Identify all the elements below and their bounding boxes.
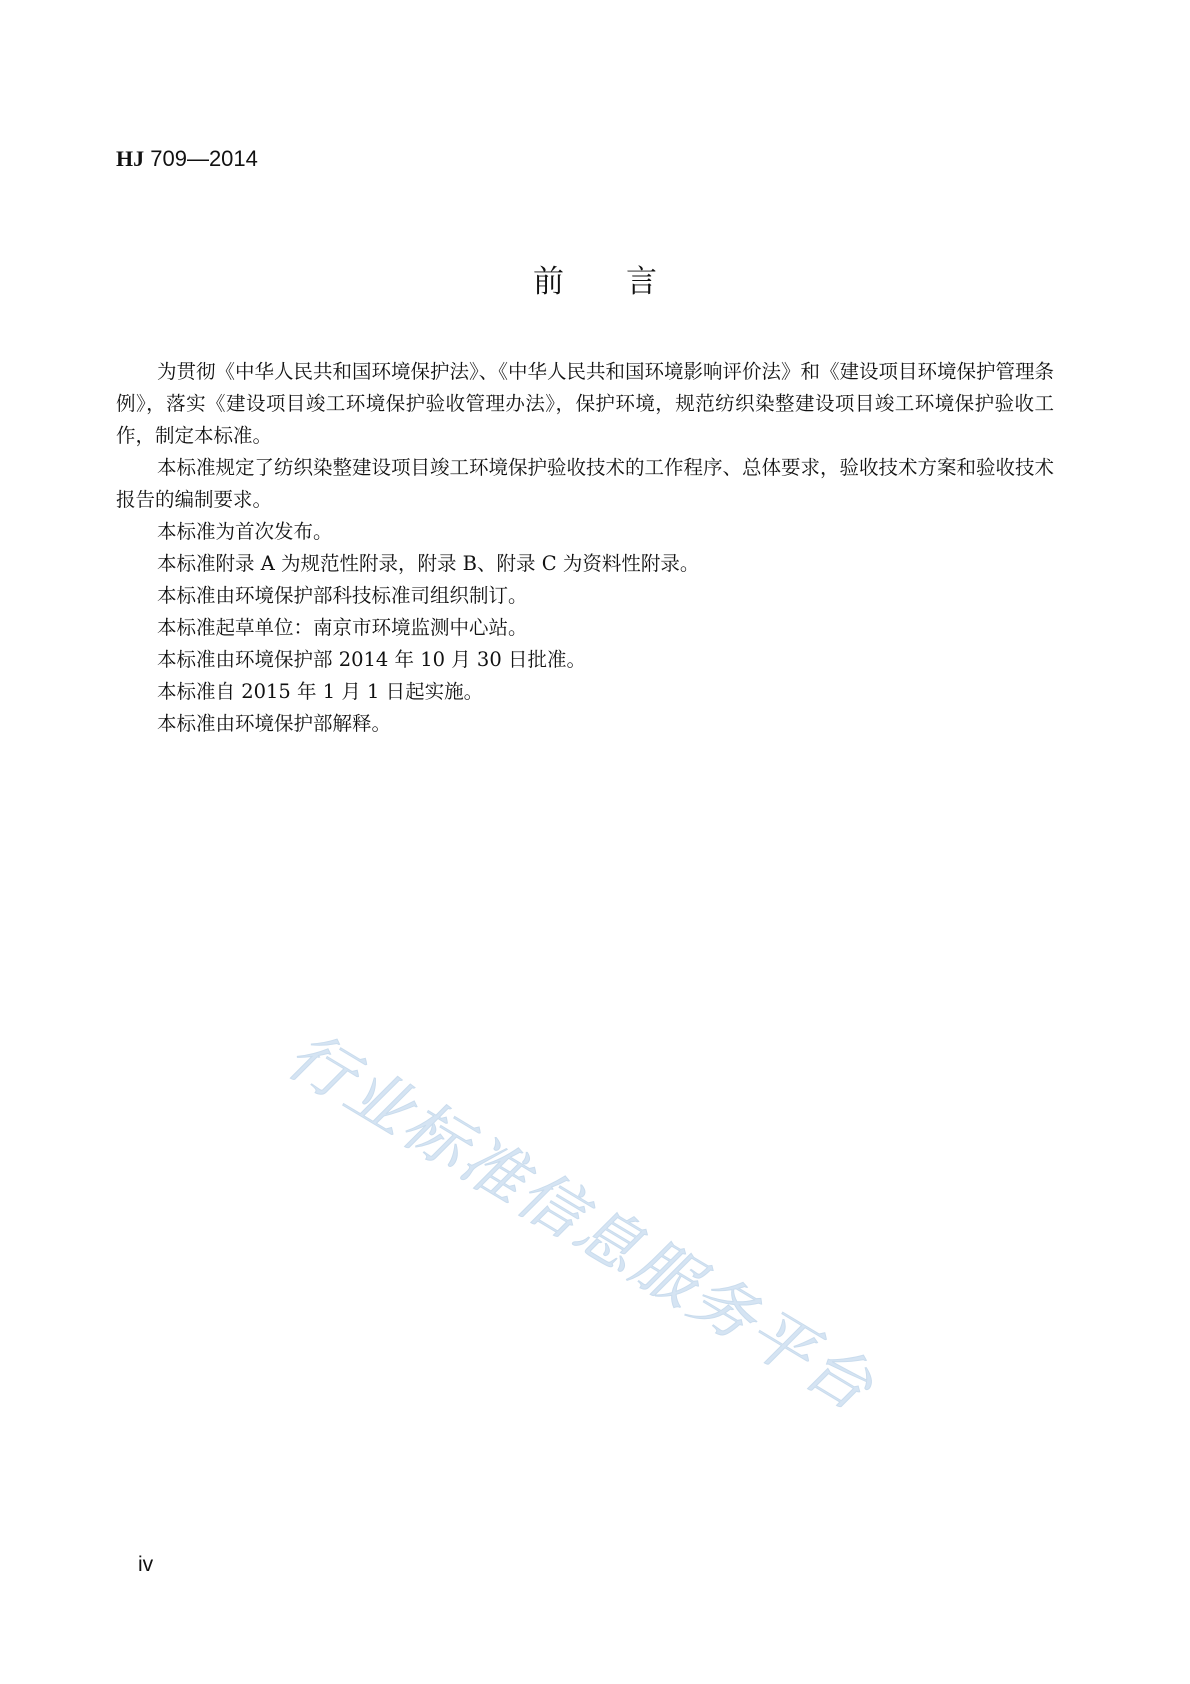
standard-code-number: 709—2014 [144, 146, 258, 171]
paragraph-organizer: 本标准由环境保护部科技标准司组织制订。 [157, 584, 528, 607]
paragraph-effective-date: 本标准自 2015 年 1 月 1 日起实施。 [157, 680, 484, 703]
foreword-body [116, 356, 1054, 740]
watermark: 行业标准信息服务平台 [275, 1018, 888, 1426]
paragraph-first-release: 本标准为首次发布。 [157, 520, 333, 543]
paragraph-interpretation: 本标准由环境保护部解释。 [157, 712, 392, 735]
page-title: 前言 [533, 264, 719, 300]
page-number: iv [138, 1553, 154, 1576]
paragraph-approval: 本标准由环境保护部 2014 年 10 月 30 日批准。 [157, 648, 586, 671]
paragraph-drafting-unit: 本标准起草单位：南京市环境监测中心站。 [157, 616, 528, 639]
paragraph-appendices: 本标准附录 A 为规范性附录，附录 B、附录 C 为资料性附录。 [157, 552, 700, 575]
paragraph-scope: 本标准规定了纺织染整建设项目竣工环境保护验收技术的工作程序、总体要求，验收技术方案和验收技术报告的编制要求。 [116, 456, 1055, 511]
paragraph-purpose: 为贯彻《中华人民共和国环境保护法》、《中华人民共和国环境影响评价法》和《建设项目环境保护管理条例》，落实《建设项目竣工环境保护验收管理办法》，保护环境，规范纺织染整建设项目竣工环境保护验收工作，制定本标准。 [116, 360, 1055, 447]
standard-code-prefix: HJ [116, 146, 145, 171]
standard-code [116, 144, 258, 174]
